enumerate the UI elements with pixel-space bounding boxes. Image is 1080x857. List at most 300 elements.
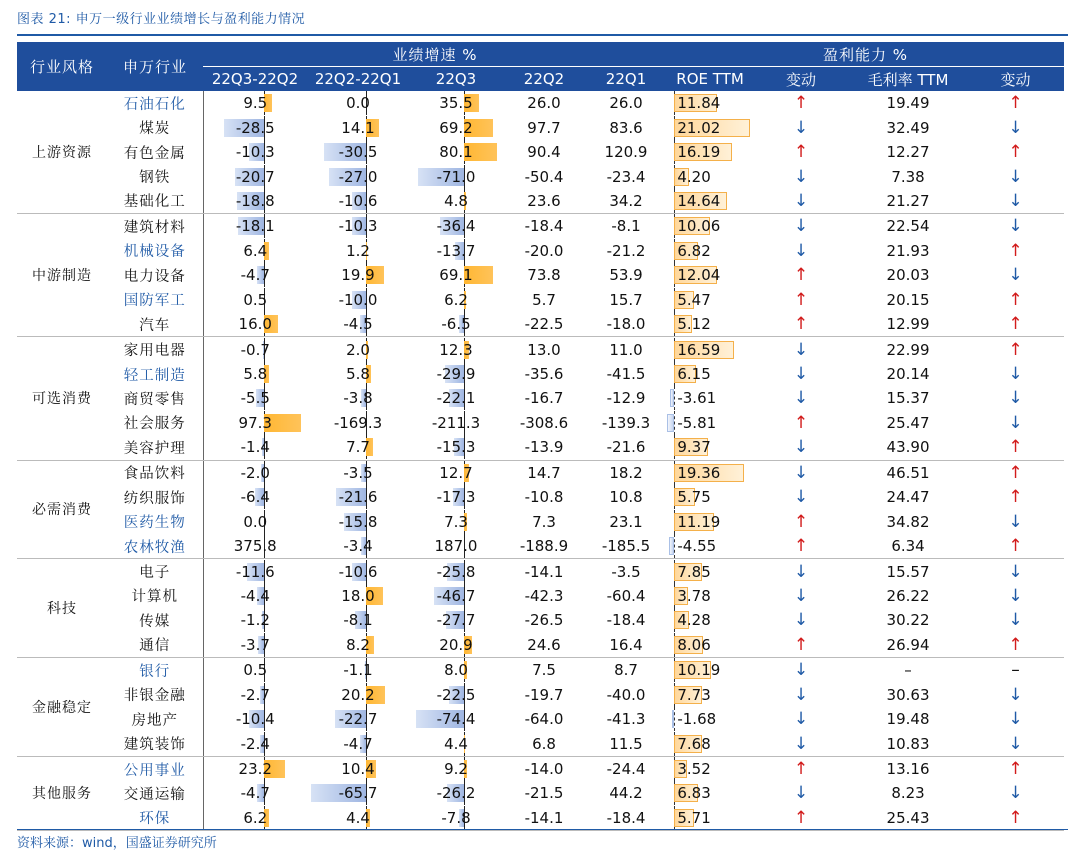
col-header: 22Q3: [409, 67, 503, 92]
change-cell: [967, 263, 1064, 287]
growth-value: -60.4: [606, 586, 646, 605]
title-rule: [17, 34, 1068, 36]
gross-margin-value: 15.57: [886, 562, 930, 581]
growth-value: -24.4: [606, 760, 646, 779]
gross-margin-value: 32.49: [886, 118, 930, 137]
growth-value: 6.4: [243, 241, 268, 260]
roe-value: 8.06: [677, 635, 711, 654]
growth-cell: [307, 781, 409, 805]
growth-value: 90.4: [527, 143, 561, 162]
growth-cell: [203, 140, 307, 164]
growth-cell: [203, 214, 307, 239]
growth-cell: [409, 115, 503, 139]
down-arrow-icon: ↓: [1008, 364, 1023, 385]
growth-cell: [585, 633, 667, 658]
growth-value: 0.0: [243, 512, 268, 531]
down-arrow-icon: ↓: [1008, 783, 1023, 804]
growth-cell: [203, 806, 307, 831]
change-cell: [753, 411, 849, 435]
industry-name: 公用事业: [107, 756, 203, 781]
growth-cell: [585, 214, 667, 239]
growth-value: -4.5: [343, 315, 373, 334]
growth-cell: [585, 608, 667, 632]
growth-value: 2.0: [346, 340, 370, 359]
up-arrow-icon: ↑: [1008, 462, 1023, 483]
industry-name: 社会服务: [107, 411, 203, 435]
growth-value: -1.1: [343, 661, 373, 680]
growth-cell: [203, 362, 307, 386]
table-row: [17, 608, 1064, 632]
change-cell: [967, 288, 1064, 312]
growth-cell: [585, 263, 667, 287]
roe-cell: [667, 263, 753, 287]
growth-cell: [503, 214, 585, 239]
growth-value: -18.4: [606, 808, 646, 827]
growth-value: 44.2: [609, 784, 643, 803]
growth-value: -8.1: [343, 611, 373, 630]
growth-cell: [307, 164, 409, 188]
growth-value: 26.0: [527, 94, 561, 113]
gross-margin-value: 15.37: [886, 389, 930, 408]
industry-name: 建筑装饰: [107, 731, 203, 756]
down-arrow-icon: ↓: [793, 462, 809, 483]
growth-value: 10.4: [341, 760, 375, 779]
change-cell: [753, 239, 849, 263]
down-arrow-icon: ↓: [793, 117, 809, 138]
growth-cell: [585, 584, 667, 608]
growth-value: -46.7: [436, 586, 476, 605]
change-cell: [967, 164, 1064, 188]
growth-cell: [585, 386, 667, 410]
table-row: [17, 460, 1064, 485]
style-cell: 可选消费: [17, 337, 107, 460]
industry-name: 非银金融: [107, 683, 203, 707]
table-row: [17, 435, 1064, 460]
industry-name: 商贸零售: [107, 386, 203, 410]
growth-cell: [585, 362, 667, 386]
change-cell: [967, 509, 1064, 533]
growth-value: -14.1: [524, 562, 564, 581]
growth-cell: [585, 411, 667, 435]
roe-axis: [674, 386, 675, 410]
growth-cell: [503, 509, 585, 533]
style-cell: 中游制造: [17, 214, 107, 337]
growth-value: -22.5: [524, 315, 564, 334]
industry-name: 交通运输: [107, 781, 203, 805]
growth-cell: [585, 312, 667, 337]
growth-value: -18.1: [235, 217, 275, 236]
growth-value: -26.2: [436, 784, 476, 803]
growth-value: -4.7: [343, 734, 373, 753]
growth-cell: [409, 435, 503, 460]
growth-cell: [503, 683, 585, 707]
table-row: [17, 707, 1064, 731]
roe-value: 5.71: [677, 808, 711, 827]
roe-value: 16.59: [677, 340, 721, 359]
roe-value: 6.15: [677, 365, 711, 384]
roe-value: 10.06: [677, 217, 721, 236]
growth-cell: [307, 214, 409, 239]
growth-cell: [203, 509, 307, 533]
growth-cell: [585, 806, 667, 831]
roe-cell: [667, 707, 753, 731]
roe-cell: [667, 164, 753, 188]
style-cell: 金融稳定: [17, 658, 107, 757]
growth-value: 7.7: [346, 438, 370, 457]
growth-cell: [409, 633, 503, 658]
table-row: [17, 337, 1064, 362]
figure-title: 图表 21: 申万一级行业业绩增长与盈利能力情况: [17, 12, 306, 27]
down-arrow-icon: ↓: [793, 240, 809, 261]
growth-value: 11.0: [609, 340, 643, 359]
industry-name: 建筑材料: [107, 214, 203, 239]
growth-cell: [307, 485, 409, 509]
table-row: [17, 633, 1064, 658]
growth-cell: [307, 806, 409, 831]
gross-margin-value: 19.49: [886, 94, 930, 113]
industry-name: 石油石化: [107, 91, 203, 115]
growth-cell: [409, 140, 503, 164]
growth-value: 5.8: [346, 365, 370, 384]
growth-value: 23.2: [238, 760, 272, 779]
change-cell: [967, 140, 1064, 164]
change-cell: [753, 707, 849, 731]
down-arrow-icon: ↓: [1008, 585, 1023, 606]
change-cell: [967, 214, 1064, 239]
growth-cell: [203, 658, 307, 683]
growth-cell: [203, 559, 307, 584]
change-cell: [967, 806, 1064, 831]
change-cell: [753, 509, 849, 533]
roe-cell: [667, 781, 753, 805]
growth-value: 80.1: [439, 143, 473, 162]
change-cell: [753, 189, 849, 214]
growth-value: -14.1: [524, 808, 564, 827]
growth-value: 19.9: [341, 266, 375, 285]
down-arrow-icon: ↓: [793, 190, 809, 211]
down-arrow-icon: ↓: [1008, 190, 1023, 211]
industry-name: 基础化工: [107, 189, 203, 214]
table-row: [17, 756, 1064, 781]
growth-cell: [203, 239, 307, 263]
down-arrow-icon: ↓: [1008, 265, 1023, 286]
change-cell: [753, 214, 849, 239]
roe-value: 10.19: [677, 661, 721, 680]
change-cell: [753, 584, 849, 608]
growth-cell: [409, 263, 503, 287]
up-arrow-icon: ↑: [1008, 93, 1023, 114]
growth-cell: [203, 164, 307, 188]
up-arrow-icon: ↑: [793, 634, 809, 655]
growth-value: -30.5: [338, 143, 378, 162]
growth-cell: [585, 781, 667, 805]
roe-value: 7.85: [677, 562, 711, 581]
industry-name: 纺织服饰: [107, 485, 203, 509]
roe-cell: [667, 386, 753, 410]
change-cell: [753, 140, 849, 164]
change-cell: [967, 189, 1064, 214]
down-arrow-icon: ↓: [1008, 709, 1023, 730]
down-arrow-icon: ↓: [793, 783, 809, 804]
growth-cell: [585, 435, 667, 460]
growth-value: -10.8: [524, 488, 564, 507]
growth-cell: [585, 559, 667, 584]
growth-value: -20.7: [235, 167, 275, 186]
industry-name: 美容护理: [107, 435, 203, 460]
up-arrow-icon: ↑: [1008, 289, 1023, 310]
table-row: [17, 509, 1064, 533]
gross-margin-value: 22.99: [886, 340, 930, 359]
growth-cell: [307, 189, 409, 214]
growth-value: -10.6: [338, 562, 378, 581]
growth-cell: [409, 608, 503, 632]
gross-margin-value: 12.27: [886, 143, 930, 162]
growth-cell: [409, 312, 503, 337]
up-arrow-icon: ↑: [793, 265, 809, 286]
roe-value: -4.55: [677, 537, 717, 556]
growth-value: 26.0: [609, 94, 643, 113]
growth-value: -17.3: [436, 488, 476, 507]
growth-value: -13.7: [436, 241, 476, 260]
growth-cell: [503, 707, 585, 731]
growth-cell: [409, 731, 503, 756]
gross-margin-value: 7.38: [891, 167, 925, 186]
roe-value: 11.19: [677, 512, 721, 531]
change-cell: [753, 559, 849, 584]
growth-value: 10.8: [609, 488, 643, 507]
col-header: ROE TTM: [667, 67, 753, 92]
change-cell: [967, 435, 1064, 460]
up-arrow-icon: ↑: [793, 511, 809, 532]
growth-value: -22.5: [436, 685, 476, 704]
growth-value: 73.8: [527, 266, 561, 285]
roe-value: -1.68: [677, 710, 717, 729]
growth-cell: [409, 683, 503, 707]
gross-margin-value: 19.48: [886, 710, 930, 729]
growth-value: -11.6: [235, 562, 275, 581]
growth-value: -3.8: [343, 389, 373, 408]
table-row: [17, 534, 1064, 559]
industry-name: 汽车: [107, 312, 203, 337]
growth-value: -20.0: [524, 241, 564, 260]
growth-value: -65.7: [338, 784, 378, 803]
table-row: [17, 312, 1064, 337]
table-row: [17, 559, 1064, 584]
growth-value: 16.0: [238, 315, 272, 334]
table-row: [17, 411, 1064, 435]
table-row: [17, 362, 1064, 386]
table-row: [17, 584, 1064, 608]
growth-cell: [203, 731, 307, 756]
growth-cell: [409, 534, 503, 559]
roe-cell: [667, 633, 753, 658]
growth-cell: [503, 140, 585, 164]
growth-cell: [503, 756, 585, 781]
roe-cell: [667, 559, 753, 584]
growth-cell: [409, 460, 503, 485]
col-header: 22Q1: [585, 67, 667, 92]
down-arrow-icon: ↓: [1008, 388, 1023, 409]
roe-cell: [667, 683, 753, 707]
gross-margin-value: 34.82: [886, 512, 930, 531]
change-cell: [967, 362, 1064, 386]
growth-cell: [409, 781, 503, 805]
gross-margin-value: 21.27: [849, 189, 967, 214]
industry-name: 传媒: [107, 608, 203, 632]
growth-value: 187.0: [434, 537, 478, 556]
roe-value: 7.73: [677, 685, 711, 704]
change-cell: [967, 115, 1064, 139]
header-growth: 业绩增速 %: [203, 42, 667, 67]
down-arrow-icon: ↓: [1008, 733, 1023, 754]
gross-margin-value: 8.23: [891, 784, 925, 803]
growth-value: -18.8: [235, 191, 275, 210]
col-header: 毛利率 TTM: [849, 67, 967, 92]
growth-value: 7.3: [444, 512, 468, 531]
growth-cell: [503, 91, 585, 115]
growth-value: 11.5: [609, 734, 643, 753]
roe-value: 5.12: [677, 315, 711, 334]
industry-name: 农林牧渔: [107, 534, 203, 559]
industry-name: 通信: [107, 633, 203, 658]
down-arrow-icon: ↓: [1008, 216, 1023, 237]
change-cell: [967, 707, 1064, 731]
down-arrow-icon: ↓: [793, 364, 809, 385]
growth-cell: [585, 140, 667, 164]
growth-value: -21.6: [606, 438, 646, 457]
growth-value: -12.9: [606, 389, 646, 408]
growth-cell: [503, 731, 585, 756]
table-row: [17, 386, 1064, 410]
growth-cell: [307, 633, 409, 658]
growth-value: -26.5: [524, 611, 564, 630]
change-cell: [753, 263, 849, 287]
change-cell: [753, 485, 849, 509]
gross-margin-value: 25.47: [886, 413, 930, 432]
growth-value: 6.2: [243, 808, 268, 827]
growth-cell: [503, 362, 585, 386]
change-cell: [967, 312, 1064, 337]
growth-value: 69.1: [439, 266, 473, 285]
roe-value: 6.83: [677, 784, 711, 803]
growth-value: -169.3: [333, 413, 383, 432]
growth-cell: [307, 411, 409, 435]
growth-value: 5.8: [243, 365, 268, 384]
growth-cell: [203, 756, 307, 781]
growth-value: -22.1: [436, 389, 476, 408]
growth-value: 7.3: [532, 512, 556, 531]
table-row: [17, 806, 1064, 831]
growth-value: 375.8: [233, 537, 277, 556]
table-row: [17, 485, 1064, 509]
growth-value: -21.6: [338, 488, 378, 507]
growth-cell: [409, 658, 503, 683]
growth-cell: [585, 731, 667, 756]
gross-margin-value: 20.14: [886, 365, 930, 384]
growth-cell: [503, 386, 585, 410]
growth-value: -40.0: [606, 685, 646, 704]
growth-value: 23.6: [527, 191, 561, 210]
roe-bar: [667, 414, 674, 432]
growth-value: -0.7: [240, 340, 270, 359]
growth-value: -36.4: [436, 217, 476, 236]
growth-cell: [503, 312, 585, 337]
down-arrow-icon: ↓: [793, 561, 809, 582]
change-cell: [967, 534, 1064, 559]
growth-value: -16.7: [524, 389, 564, 408]
roe-value: 14.64: [677, 191, 721, 210]
down-arrow-icon: ↓: [793, 339, 809, 360]
growth-value: 23.1: [609, 512, 643, 531]
growth-cell: [307, 362, 409, 386]
table-row: [17, 781, 1064, 805]
growth-cell: [503, 164, 585, 188]
growth-value: -18.0: [606, 315, 646, 334]
growth-cell: [307, 140, 409, 164]
down-arrow-icon: ↓: [793, 437, 809, 458]
change-cell: [753, 91, 849, 115]
growth-cell: [203, 386, 307, 410]
growth-value: -2.7: [240, 685, 270, 704]
change-cell: [753, 337, 849, 362]
growth-cell: [585, 115, 667, 139]
growth-cell: [307, 386, 409, 410]
growth-cell: [307, 435, 409, 460]
roe-bar: [669, 537, 674, 555]
down-arrow-icon: ↓: [1008, 684, 1023, 705]
up-arrow-icon: ↑: [793, 289, 809, 310]
industry-name: 食品饮料: [107, 460, 203, 485]
up-arrow-icon: ↑: [1008, 759, 1023, 780]
roe-value: 11.84: [677, 94, 721, 113]
down-arrow-icon: ↓: [1008, 166, 1023, 187]
change-cell: [967, 559, 1064, 584]
growth-value: -308.6: [519, 413, 569, 432]
gross-margin-value: 24.47: [886, 488, 930, 507]
growth-value: -64.0: [524, 710, 564, 729]
growth-cell: [203, 633, 307, 658]
growth-value: 12.7: [439, 463, 473, 482]
growth-cell: [409, 288, 503, 312]
table-row: [17, 731, 1064, 756]
growth-value: -4.7: [240, 266, 270, 285]
growth-cell: [307, 559, 409, 584]
footer-rule: [17, 829, 1068, 830]
growth-cell: [585, 485, 667, 509]
gross-margin-value: 21.93: [886, 241, 930, 260]
growth-value: 0.0: [346, 94, 370, 113]
change-cell: [753, 312, 849, 337]
roe-cell: [667, 91, 753, 115]
growth-cell: [307, 584, 409, 608]
growth-value: -10.3: [235, 143, 275, 162]
growth-value: -13.9: [524, 438, 564, 457]
growth-cell: [585, 164, 667, 188]
roe-value: 5.75: [677, 488, 711, 507]
growth-cell: [307, 312, 409, 337]
change-cell: [753, 658, 849, 683]
growth-cell: [585, 189, 667, 214]
growth-cell: [307, 731, 409, 756]
roe-cell: [667, 731, 753, 756]
change-cell: [967, 608, 1064, 632]
growth-cell: [307, 337, 409, 362]
table-row: [17, 189, 1064, 214]
growth-value: -18.4: [606, 611, 646, 630]
growth-value: -5.5: [240, 389, 270, 408]
growth-cell: [409, 411, 503, 435]
table-row: [17, 91, 1064, 115]
